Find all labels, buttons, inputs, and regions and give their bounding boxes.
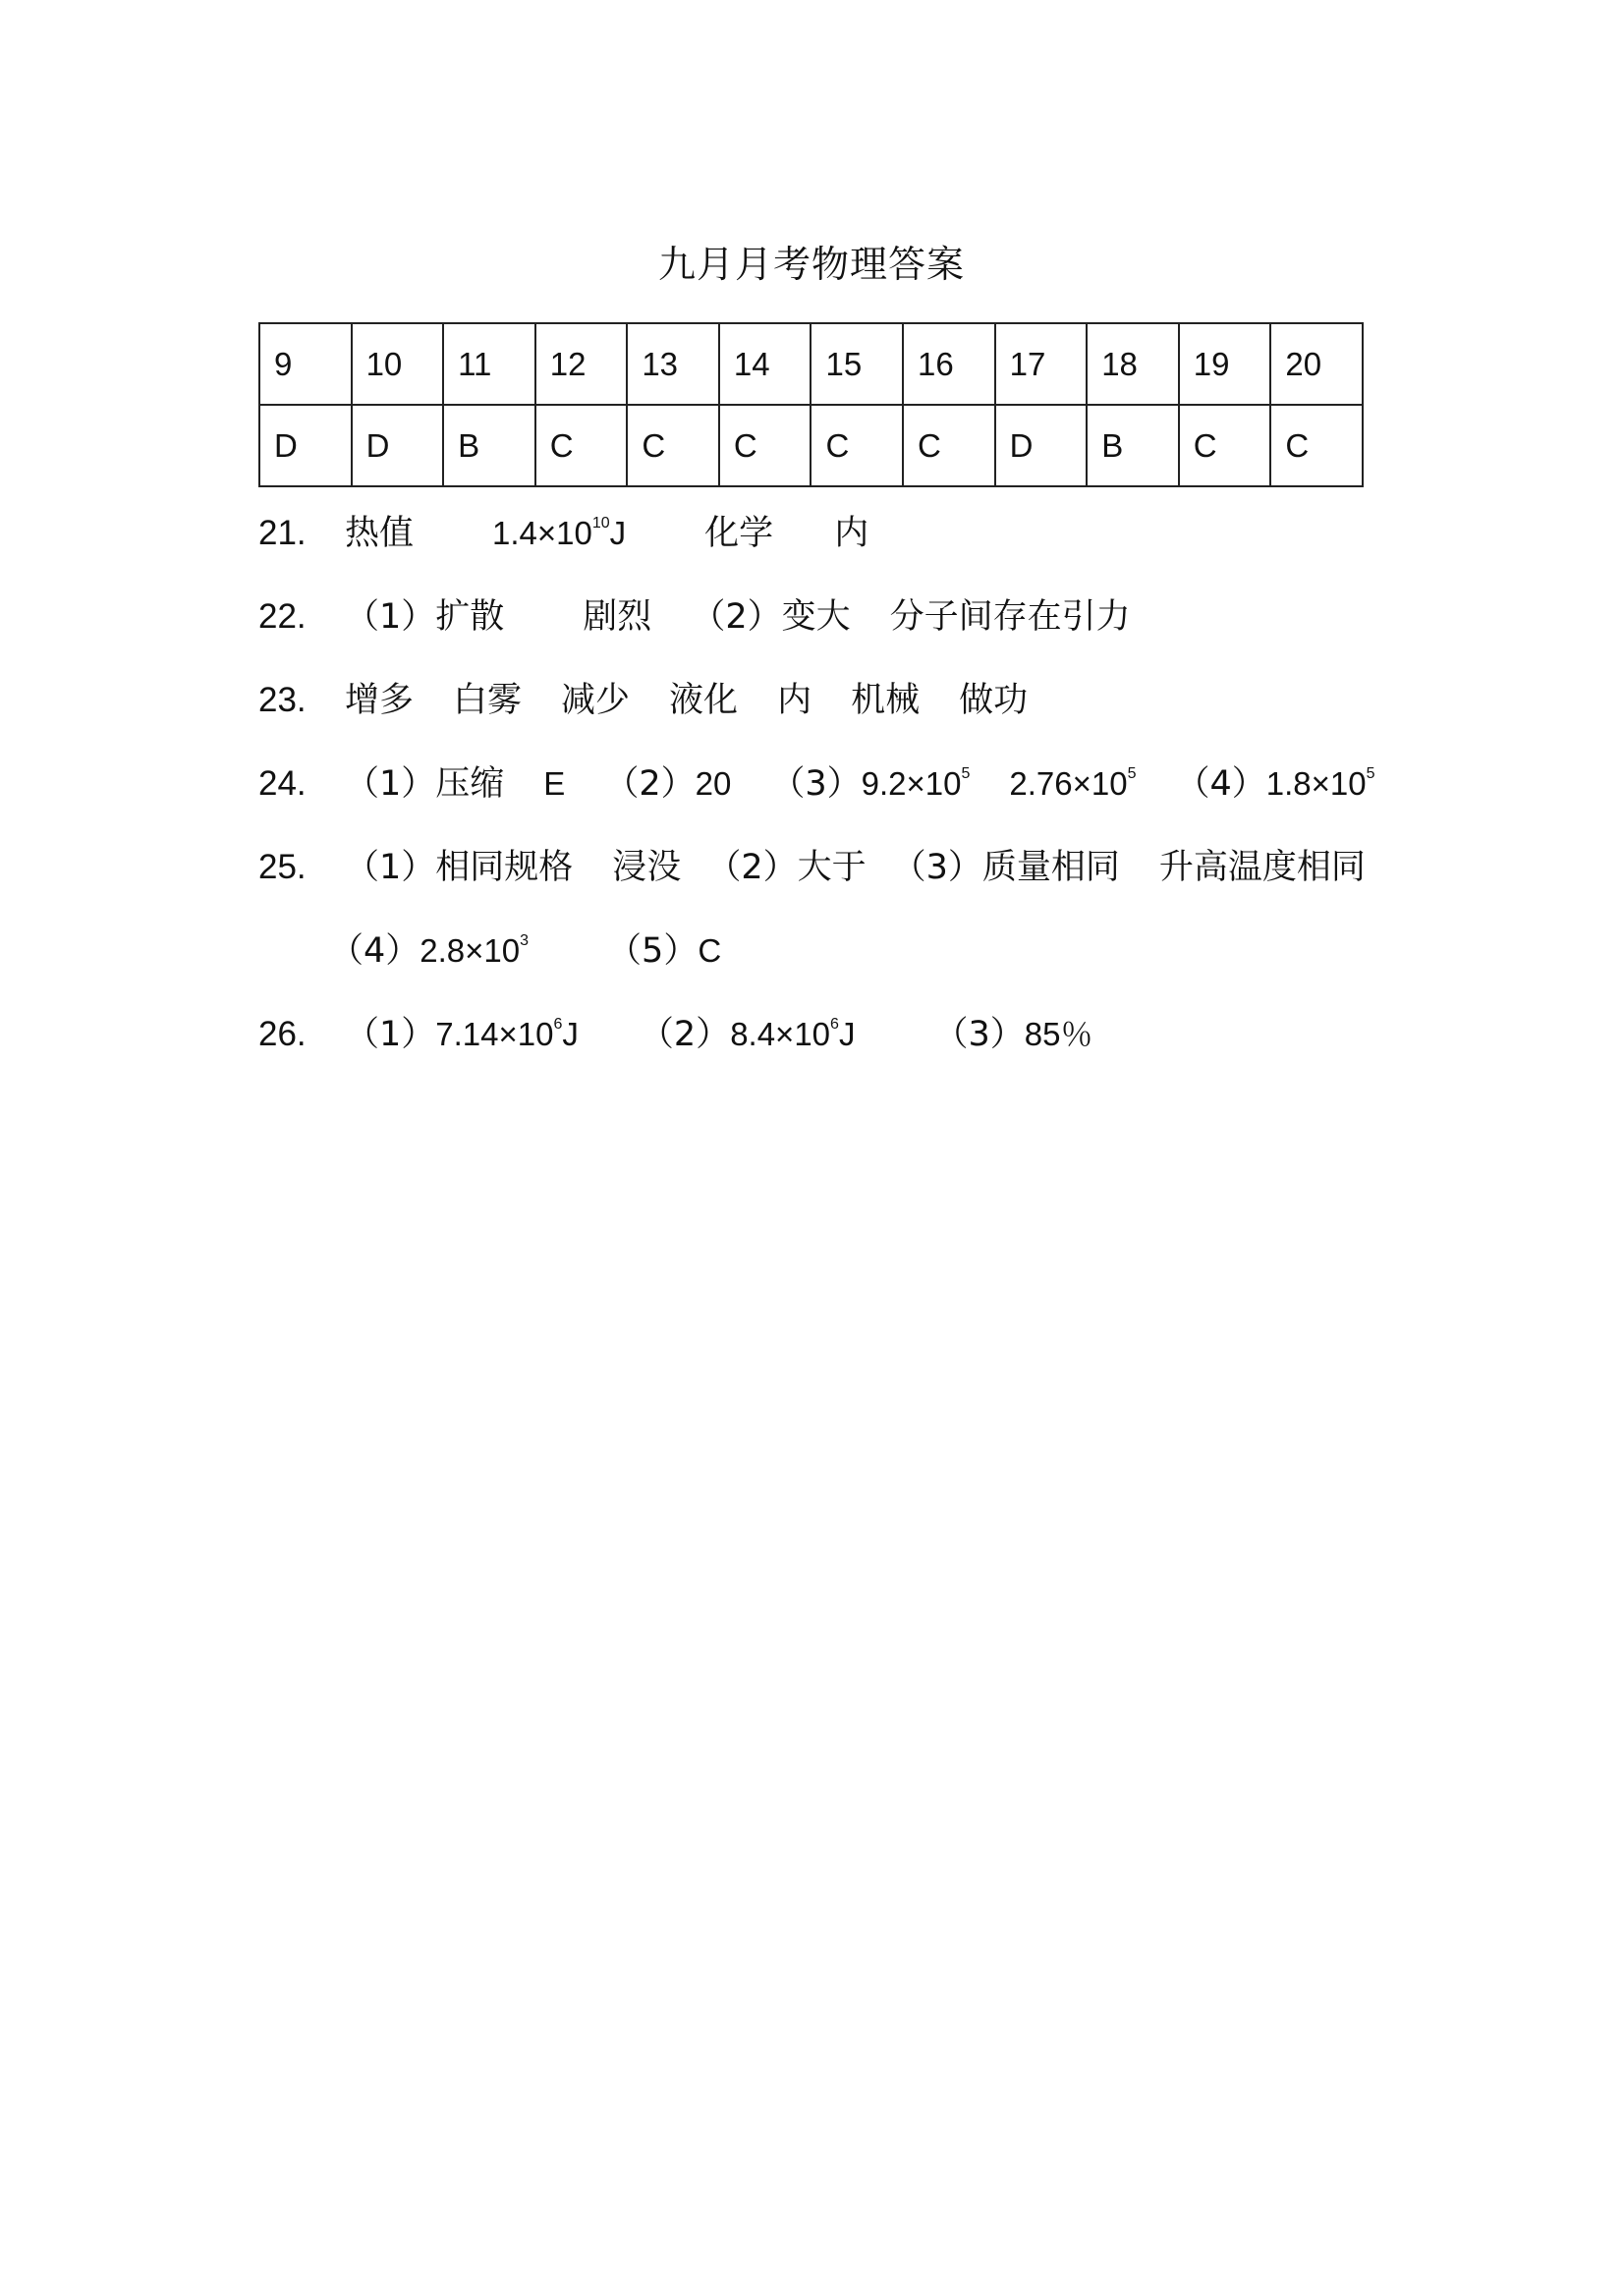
answer-cell: B <box>1087 405 1179 486</box>
part-label: （1） <box>345 764 436 804</box>
answer-cell: C <box>1179 405 1271 486</box>
answer-text: 压缩 <box>435 764 505 804</box>
question-number-row <box>259 323 1363 405</box>
answer-value: C <box>698 932 722 969</box>
answer-line-25 <box>258 843 1366 892</box>
answer-text: 减少 <box>561 681 631 720</box>
answer-row <box>259 405 1363 486</box>
answer-cell: C <box>811 405 903 486</box>
question-number: 22. <box>258 597 307 636</box>
answer-cell: C <box>627 405 719 486</box>
answer-text: 白雾 <box>453 681 523 720</box>
answer-value: 20 <box>695 765 732 802</box>
answer-value: 85％ <box>1024 1016 1093 1052</box>
answer-value: $1.8\times 10^5$ <box>1265 765 1375 802</box>
answer-line-26 <box>258 1010 1092 1059</box>
answer-text: 大于 <box>797 848 867 887</box>
question-number: 23. <box>258 681 307 719</box>
answer-value: $9.2\times 10^5$ <box>861 765 971 802</box>
answer-text: 剧烈 <box>583 597 652 637</box>
answer-table <box>258 322 1364 487</box>
answer-cell: D <box>352 405 444 486</box>
part-label: （2） <box>691 597 782 637</box>
question-number-cell: 14 <box>719 323 812 405</box>
answer-text: 增多 <box>345 681 415 720</box>
answer-text: 变大 <box>781 597 851 637</box>
question-number-cell: 15 <box>811 323 903 405</box>
question-number-cell: 19 <box>1179 323 1271 405</box>
answer-text: 扩散 <box>435 597 505 637</box>
question-number-cell: 20 <box>1270 323 1363 405</box>
answer-text: 热值 <box>345 514 415 553</box>
question-number-cell: 18 <box>1087 323 1179 405</box>
answer-cell: C <box>903 405 995 486</box>
answer-cell: D <box>995 405 1088 486</box>
answer-cell: B <box>443 405 535 486</box>
answer-text: 浸没 <box>612 848 682 887</box>
answer-value: E <box>543 765 566 802</box>
question-number: 24. <box>258 764 307 803</box>
part-label: （4） <box>1175 764 1266 804</box>
answer-value: $7.14\times 10^6J$ <box>435 1016 579 1052</box>
answer-text: 做功 <box>959 681 1029 720</box>
answer-text: 分子间存在引力 <box>889 597 1131 637</box>
answer-cell: C <box>719 405 812 486</box>
answer-text: 化学 <box>704 514 774 553</box>
answer-text: 升高温度相同 <box>1158 848 1366 887</box>
question-number-cell: 12 <box>535 323 628 405</box>
part-label: （3） <box>933 1015 1025 1054</box>
answer-line-22 <box>258 592 1131 642</box>
answer-text: 质量相同 <box>981 848 1120 887</box>
question-number-cell: 11 <box>443 323 535 405</box>
answer-text: 内 <box>777 681 812 720</box>
part-label: （3） <box>770 764 862 804</box>
answer-line-25-continued <box>329 926 721 976</box>
answer-text: 机械 <box>851 681 921 720</box>
answer-text: 相同规格 <box>435 848 574 887</box>
part-label: （1） <box>345 597 436 637</box>
part-label: （2） <box>604 764 696 804</box>
page-title: 九月月考物理答案 <box>657 243 965 286</box>
answer-line-24 <box>258 759 1375 809</box>
answer-text: 液化 <box>669 681 739 720</box>
part-label: （3） <box>891 848 982 887</box>
answer-cell: C <box>535 405 628 486</box>
answer-line-23 <box>258 676 1028 725</box>
question-number-cell: 16 <box>903 323 995 405</box>
question-number: 21. <box>258 514 307 552</box>
part-label: （2） <box>639 1015 731 1054</box>
answer-cell: C <box>1270 405 1363 486</box>
answer-value: $2.8\times 10^3$ <box>420 932 530 969</box>
question-number: 26. <box>258 1015 307 1053</box>
answer-cell: D <box>259 405 352 486</box>
part-label: （2） <box>706 848 798 887</box>
question-number-cell: 10 <box>352 323 444 405</box>
question-number-cell: 9 <box>259 323 352 405</box>
answer-line-21 <box>258 509 868 558</box>
part-label: （1） <box>345 848 436 887</box>
answer-value: $8.4\times 10^6J$ <box>730 1016 856 1052</box>
question-number: 25. <box>258 848 307 886</box>
answer-value: $1.4\times 10^{10}J$ <box>492 515 627 551</box>
question-number-cell: 17 <box>995 323 1088 405</box>
part-label: （5） <box>607 931 699 971</box>
answer-value: $2.76\times 10^5$ <box>1009 765 1137 802</box>
part-label: （4） <box>329 931 420 971</box>
part-label: （1） <box>345 1015 436 1054</box>
answer-text: 内 <box>834 514 869 553</box>
question-number-cell: 13 <box>627 323 719 405</box>
